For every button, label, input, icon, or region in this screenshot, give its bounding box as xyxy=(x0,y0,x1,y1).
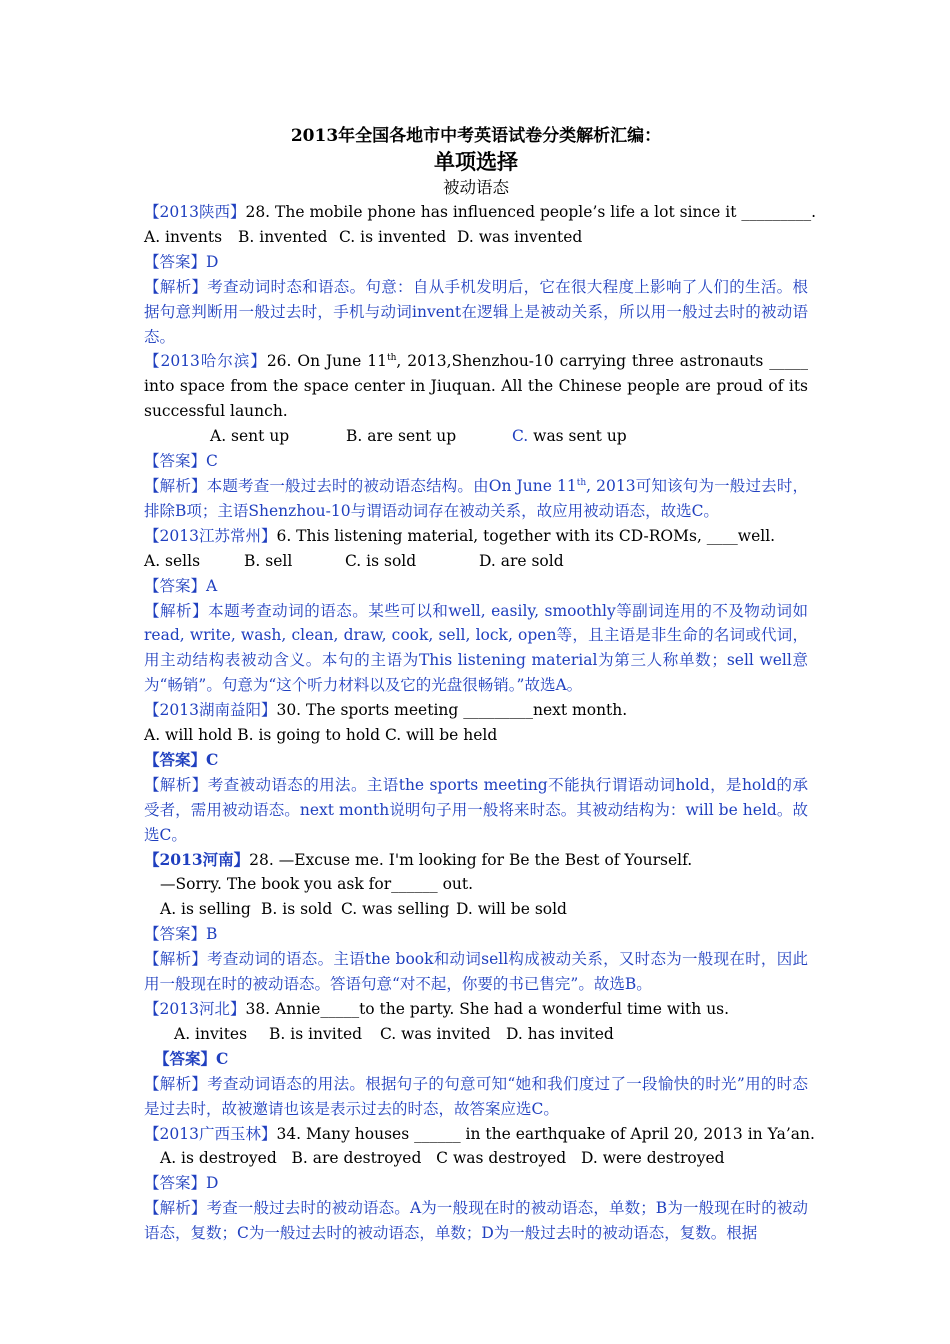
analysis-label: 【解析】 xyxy=(144,601,209,620)
answer-label: 【答案】 xyxy=(144,576,207,595)
answer-line xyxy=(144,449,808,474)
answer-label: 【答案】 xyxy=(144,925,207,944)
option-a: A. invents xyxy=(144,227,223,246)
option-c: C. was invited xyxy=(380,1024,491,1043)
analysis-text: 考查动词时态和语态。句意：自从手机发明后，它在很大程度上影响了人们的生活。根据句意判断用一般过去时，手机与动词invent在逻辑上是被动关系，所以用一般过去时的被动语态。 xyxy=(144,277,808,346)
question-2 xyxy=(144,349,808,424)
question-source-tag: 【2013陕西】 xyxy=(144,203,246,221)
option-d: D. has invited xyxy=(506,1024,614,1043)
answer-value: D xyxy=(206,252,219,271)
analysis-text: 考查一般过去时的被动语态。A为一般现在时的被动语态，单数；B为一般现在时的被动语态，复数；C为一般过去时的被动语态，单数；D为一般过去时的被动语态，复数。根据 xyxy=(144,1199,808,1243)
options-row xyxy=(144,1022,808,1047)
question-stem: 30. The sports meeting _________next month. xyxy=(276,701,628,720)
option-b: B. is invited xyxy=(269,1024,363,1043)
options-row xyxy=(144,549,808,574)
options-row: A. will hold B. is going to hold C. will be held xyxy=(144,726,498,745)
document-title: 2013年全国各地市中考英语试卷分类解析汇编： xyxy=(290,126,662,146)
analysis-text: 考查动词的语态。主语the book和动词sell构成被动关系，又时态为一般现在时，因此用一般现在时的被动语态。答语句意“对不起，你要的书已售完”。故选B。 xyxy=(144,950,808,994)
answer-label: 【答案】 xyxy=(144,252,207,271)
question-source-tag: 【2013河北】 xyxy=(144,1000,246,1018)
option-c-letter: C. xyxy=(512,427,529,446)
question-stem: 34. Many houses ______ in the earthquake of April 20, 2013 in Ya’an. xyxy=(276,1124,815,1143)
answer-value: B xyxy=(206,925,218,944)
answer-line xyxy=(144,1171,808,1196)
option-d: D. will be sold xyxy=(456,900,567,919)
question-source-tag xyxy=(144,850,249,869)
option-c: C. is sold xyxy=(345,551,417,570)
question-stem-part2: , 2013,Shenzhou-10 carrying three astronauts _____ into space from the space center in Jiuquan. All the Chinese people are proud of its successful launch. xyxy=(144,352,809,421)
topic-heading: 被动语态 xyxy=(443,178,509,197)
analysis-text-part1: 本题考查一般过去时的被动语态结构。由On June 11 xyxy=(206,476,577,495)
answer-value: C xyxy=(216,1048,229,1068)
analysis-paragraph xyxy=(144,275,808,350)
answer-value: C xyxy=(206,749,219,769)
analysis-label: 【解析】 xyxy=(144,1074,208,1093)
options-row xyxy=(144,897,808,922)
question-3 xyxy=(144,524,808,549)
answer-label: 【答案】 xyxy=(144,749,207,769)
question-4 xyxy=(144,698,808,723)
answer-label: 【答案】 xyxy=(144,1174,207,1193)
answer-label: 【答案】 xyxy=(154,1048,217,1068)
analysis-paragraph xyxy=(144,474,808,524)
question-5 xyxy=(144,848,808,873)
tag-bracket-close: 】 xyxy=(233,849,250,869)
question-6 xyxy=(144,997,808,1022)
superscript: th xyxy=(386,353,397,364)
question-source-tag: 【2013哈尔滨】 xyxy=(144,352,267,371)
question-stem: 6. This listening material, together with its CD-ROMs, ____well. xyxy=(276,526,776,545)
options-row xyxy=(144,424,808,449)
question-7 xyxy=(144,1122,815,1147)
option-c: C. is invented xyxy=(339,227,447,246)
question-source-tag: 【2013湖南益阳】 xyxy=(144,701,277,720)
document-content xyxy=(144,124,817,1246)
question-source-tag: 【2013广西玉林】 xyxy=(144,1124,277,1143)
option-a: A. is selling xyxy=(160,900,251,919)
answer-value: A xyxy=(206,576,218,595)
superscript: th xyxy=(576,477,587,488)
analysis-label: 【解析】 xyxy=(144,950,208,969)
question-source-tag: 【2013江苏常州】 xyxy=(144,526,277,545)
option-c-text: was sent up xyxy=(533,427,627,446)
options-row: A. is destroyed B. are destroyed C was destroyed D. were destroyed xyxy=(160,1149,725,1168)
option-a: A. sent up xyxy=(210,427,290,446)
answer-line xyxy=(144,574,808,599)
tag-bracket-open: 【 xyxy=(144,849,160,869)
question-stem: 28. The mobile phone has influenced people’s life a lot since it _________. xyxy=(245,203,817,221)
options-row xyxy=(144,225,808,250)
answer-label: 【答案】 xyxy=(144,452,207,471)
question-stem: 28. —Excuse me. I'm looking for Be the Best of Yourself. xyxy=(249,850,693,869)
option-b: B. are sent up xyxy=(346,427,457,446)
analysis-paragraph xyxy=(144,1196,808,1246)
document-subtitle: 单项选择 xyxy=(434,149,518,174)
question-stem-part1: 26. On June 11 xyxy=(266,352,387,371)
option-d: D. was invented xyxy=(457,227,583,246)
analysis-label: 【解析】 xyxy=(144,775,208,794)
question-stem: 38. Annie_____to the party. She had a wonderful time with us. xyxy=(245,1000,730,1018)
option-b: B. sell xyxy=(244,551,293,570)
answer-line xyxy=(144,922,808,947)
answer-line xyxy=(144,1047,808,1072)
option-c xyxy=(512,424,627,449)
answer-line xyxy=(144,250,808,275)
answer-value: D xyxy=(206,1174,219,1193)
question-stem-reply: —Sorry. The book you ask for______ out. xyxy=(160,875,474,894)
tag-source: 2013河南 xyxy=(159,849,234,869)
question-1 xyxy=(144,200,817,225)
analysis-text: 本题考查动词的语态。某些可以和well, easily, smoothly等副词连用的不及物动词如read, write, wash, clean, draw, cook, sell, lock, open等，且主语是非生命的名词或代词，用主动结构表被动含义。本句的主语为This listening material为第三人称单数；sell well意为“畅销”。句意为“这个听力材料以及它的光盘很畅销。”故选A。 xyxy=(144,601,808,695)
analysis-label: 【解析】 xyxy=(144,277,208,296)
analysis-paragraph xyxy=(144,947,808,997)
answer-line xyxy=(144,748,808,773)
option-b: B. is sold xyxy=(261,900,333,919)
answer-value: C xyxy=(206,452,218,471)
analysis-paragraph xyxy=(144,599,808,699)
option-c: C. was selling xyxy=(341,900,450,919)
analysis-text-part2: , 2013可知该句为一般过去时，排除B项；主语Shenzhou-10与谓语动词存在被动关系，故应用被动语态，故选C。 xyxy=(144,476,808,520)
analysis-paragraph xyxy=(144,773,808,848)
analysis-label: 【解析】 xyxy=(144,1199,207,1218)
analysis-paragraph xyxy=(144,1072,808,1122)
analysis-text: 考查动词语态的用法。根据句子的句意可知“她和我们度过了一段愉快的时光”用的时态是过去时，故被邀请也该是表示过去的时态，故答案应选C。 xyxy=(144,1074,808,1118)
option-b: B. invented xyxy=(238,227,328,246)
option-a: A. invites xyxy=(174,1024,248,1043)
analysis-text: 考查被动语态的用法。主语the sports meeting不能执行谓语动词hold，是hold的承受者，需用被动语态。next month说明句子用一般将来时态。其被动结构为：will be held。故选C。 xyxy=(144,775,808,844)
option-a: A. sells xyxy=(144,551,201,570)
option-d: D. are sold xyxy=(479,551,564,570)
analysis-label: 【解析】 xyxy=(144,476,207,495)
